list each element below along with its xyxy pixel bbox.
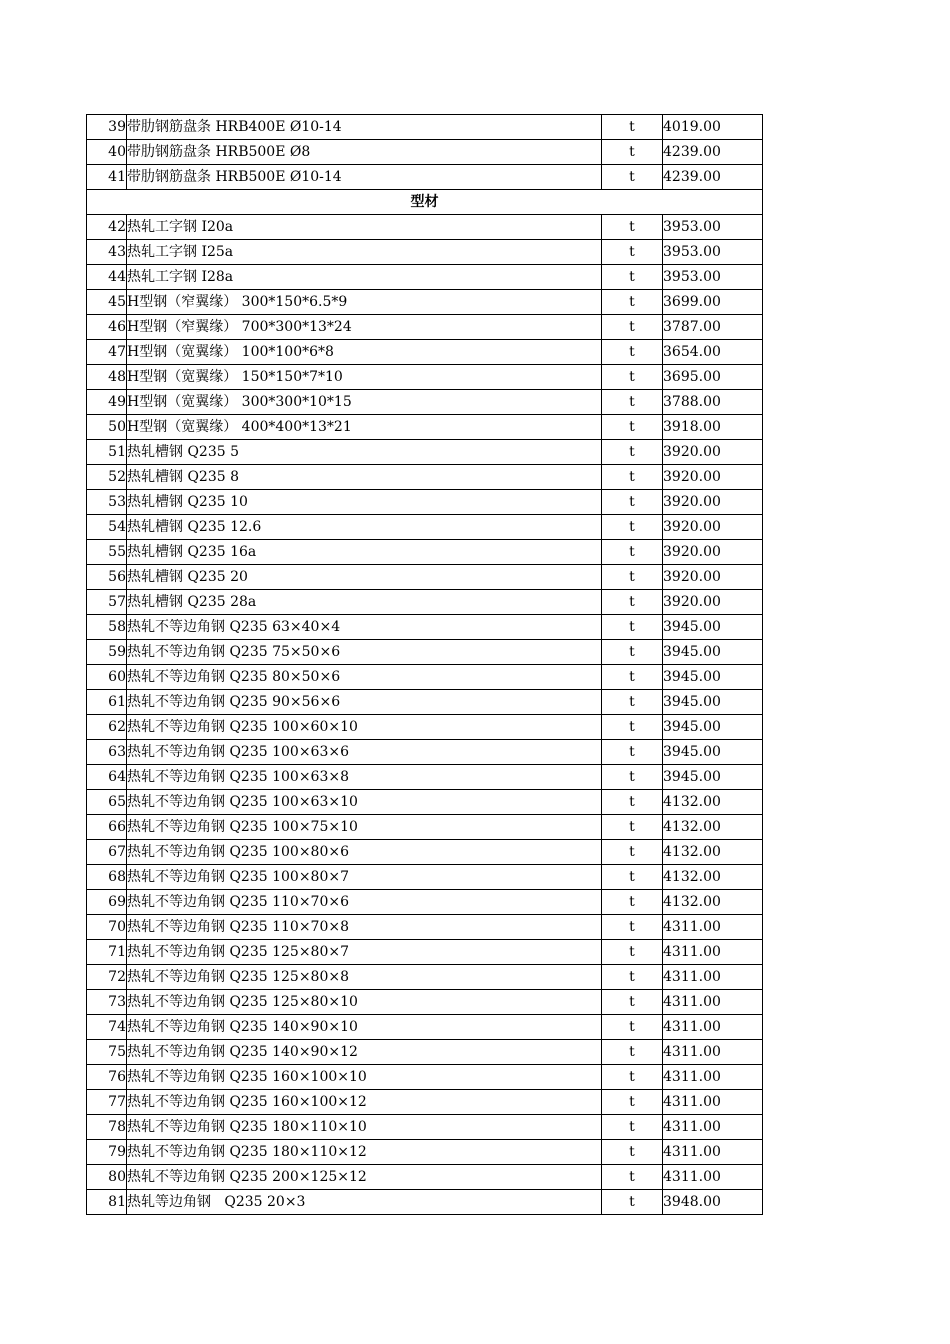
item-name: 热轧不等边角钢 Q235 140×90×10 bbox=[127, 1015, 602, 1040]
item-unit: t bbox=[602, 215, 663, 240]
item-unit: t bbox=[602, 440, 663, 465]
row-number: 45 bbox=[87, 290, 127, 315]
item-unit: t bbox=[602, 1015, 663, 1040]
row-number: 57 bbox=[87, 590, 127, 615]
rows-after-section bbox=[87, 215, 763, 1215]
item-unit: t bbox=[602, 1190, 663, 1215]
item-unit: t bbox=[602, 140, 663, 165]
item-unit: t bbox=[602, 1040, 663, 1065]
item-price: 3699.00 bbox=[663, 290, 763, 315]
item-price: 4311.00 bbox=[663, 1040, 763, 1065]
item-price: 4311.00 bbox=[663, 965, 763, 990]
item-name: 热轧不等边角钢 Q235 90×56×6 bbox=[127, 690, 602, 715]
item-name: 热轧等边角钢 Q235 20×3 bbox=[127, 1190, 602, 1215]
table-row bbox=[87, 1115, 763, 1140]
table-row bbox=[87, 565, 763, 590]
item-unit: t bbox=[602, 1140, 663, 1165]
table-row bbox=[87, 515, 763, 540]
item-name: 热轧不等边角钢 Q235 200×125×12 bbox=[127, 1165, 602, 1190]
item-name: 热轧不等边角钢 Q235 180×110×12 bbox=[127, 1140, 602, 1165]
row-number: 61 bbox=[87, 690, 127, 715]
item-name: 热轧槽钢 Q235 5 bbox=[127, 440, 602, 465]
item-price: 4311.00 bbox=[663, 915, 763, 940]
item-unit: t bbox=[602, 1115, 663, 1140]
item-price: 4311.00 bbox=[663, 990, 763, 1015]
row-number: 78 bbox=[87, 1115, 127, 1140]
item-unit: t bbox=[602, 1165, 663, 1190]
item-price: 3948.00 bbox=[663, 1190, 763, 1215]
item-unit: t bbox=[602, 540, 663, 565]
item-unit: t bbox=[602, 365, 663, 390]
item-unit: t bbox=[602, 965, 663, 990]
item-unit: t bbox=[602, 765, 663, 790]
table-row bbox=[87, 990, 763, 1015]
row-number: 48 bbox=[87, 365, 127, 390]
row-number: 42 bbox=[87, 215, 127, 240]
table-row bbox=[87, 790, 763, 815]
rows-before-section bbox=[87, 115, 763, 190]
table-row bbox=[87, 1140, 763, 1165]
table-row bbox=[87, 215, 763, 240]
row-number: 62 bbox=[87, 715, 127, 740]
item-price: 4311.00 bbox=[663, 1015, 763, 1040]
item-price: 4311.00 bbox=[663, 940, 763, 965]
item-unit: t bbox=[602, 565, 663, 590]
row-number: 58 bbox=[87, 615, 127, 640]
item-price: 3787.00 bbox=[663, 315, 763, 340]
item-name: 热轧不等边角钢 Q235 125×80×8 bbox=[127, 965, 602, 990]
row-number: 40 bbox=[87, 140, 127, 165]
price-table bbox=[86, 114, 763, 1215]
item-unit: t bbox=[602, 615, 663, 640]
item-name: 热轧不等边角钢 Q235 110×70×6 bbox=[127, 890, 602, 915]
item-name: 带肋钢筋盘条 HRB400E Ø10-14 bbox=[127, 115, 602, 140]
row-number: 79 bbox=[87, 1140, 127, 1165]
item-price: 3788.00 bbox=[663, 390, 763, 415]
item-name: H型钢（窄翼缘） 700*300*13*24 bbox=[127, 315, 602, 340]
item-unit: t bbox=[602, 415, 663, 440]
section-header-row bbox=[87, 190, 763, 215]
item-price: 3945.00 bbox=[663, 765, 763, 790]
item-price: 3920.00 bbox=[663, 540, 763, 565]
section-title: 型材 bbox=[87, 190, 763, 215]
item-unit: t bbox=[602, 915, 663, 940]
item-price: 3945.00 bbox=[663, 740, 763, 765]
table-row bbox=[87, 440, 763, 465]
row-number: 49 bbox=[87, 390, 127, 415]
item-name: 热轧槽钢 Q235 28a bbox=[127, 590, 602, 615]
row-number: 53 bbox=[87, 490, 127, 515]
table-row bbox=[87, 665, 763, 690]
item-name: 热轧槽钢 Q235 12.6 bbox=[127, 515, 602, 540]
item-name: 热轧槽钢 Q235 8 bbox=[127, 465, 602, 490]
table-row bbox=[87, 715, 763, 740]
item-unit: t bbox=[602, 115, 663, 140]
item-price: 3920.00 bbox=[663, 440, 763, 465]
row-number: 72 bbox=[87, 965, 127, 990]
item-price: 3953.00 bbox=[663, 240, 763, 265]
item-name: 热轧工字钢 I20a bbox=[127, 215, 602, 240]
item-unit: t bbox=[602, 390, 663, 415]
item-unit: t bbox=[602, 990, 663, 1015]
item-unit: t bbox=[602, 665, 663, 690]
item-name: 热轧不等边角钢 Q235 100×63×6 bbox=[127, 740, 602, 765]
item-unit: t bbox=[602, 890, 663, 915]
item-price: 3953.00 bbox=[663, 215, 763, 240]
table-row bbox=[87, 740, 763, 765]
table-row bbox=[87, 415, 763, 440]
item-unit: t bbox=[602, 490, 663, 515]
item-name: 热轧槽钢 Q235 16a bbox=[127, 540, 602, 565]
table-row bbox=[87, 315, 763, 340]
table-row bbox=[87, 390, 763, 415]
item-name: 热轧不等边角钢 Q235 75×50×6 bbox=[127, 640, 602, 665]
item-unit: t bbox=[602, 240, 663, 265]
item-name: 热轧槽钢 Q235 10 bbox=[127, 490, 602, 515]
row-number: 39 bbox=[87, 115, 127, 140]
row-number: 43 bbox=[87, 240, 127, 265]
row-number: 67 bbox=[87, 840, 127, 865]
row-number: 63 bbox=[87, 740, 127, 765]
table-row bbox=[87, 490, 763, 515]
table-row bbox=[87, 1015, 763, 1040]
table-row bbox=[87, 940, 763, 965]
item-price: 3945.00 bbox=[663, 690, 763, 715]
row-number: 69 bbox=[87, 890, 127, 915]
item-unit: t bbox=[602, 290, 663, 315]
row-number: 46 bbox=[87, 315, 127, 340]
table-row bbox=[87, 915, 763, 940]
item-unit: t bbox=[602, 790, 663, 815]
table-row bbox=[87, 540, 763, 565]
table-row bbox=[87, 865, 763, 890]
row-number: 77 bbox=[87, 1090, 127, 1115]
table-row bbox=[87, 1165, 763, 1190]
item-price: 4132.00 bbox=[663, 865, 763, 890]
item-name: 热轧不等边角钢 Q235 100×63×10 bbox=[127, 790, 602, 815]
row-number: 47 bbox=[87, 340, 127, 365]
table-row bbox=[87, 815, 763, 840]
table-row bbox=[87, 1040, 763, 1065]
row-number: 59 bbox=[87, 640, 127, 665]
item-price: 3945.00 bbox=[663, 615, 763, 640]
row-number: 68 bbox=[87, 865, 127, 890]
item-unit: t bbox=[602, 1065, 663, 1090]
item-name: H型钢（宽翼缘） 150*150*7*10 bbox=[127, 365, 602, 390]
item-unit: t bbox=[602, 640, 663, 665]
row-number: 66 bbox=[87, 815, 127, 840]
item-name: H型钢（宽翼缘） 100*100*6*8 bbox=[127, 340, 602, 365]
row-number: 55 bbox=[87, 540, 127, 565]
row-number: 44 bbox=[87, 265, 127, 290]
item-price: 3918.00 bbox=[663, 415, 763, 440]
item-name: H型钢（窄翼缘） 300*150*6.5*9 bbox=[127, 290, 602, 315]
item-price: 4132.00 bbox=[663, 890, 763, 915]
item-price: 4311.00 bbox=[663, 1090, 763, 1115]
item-price: 3945.00 bbox=[663, 640, 763, 665]
row-number: 76 bbox=[87, 1065, 127, 1090]
table-row bbox=[87, 765, 763, 790]
item-name: 热轧不等边角钢 Q235 180×110×10 bbox=[127, 1115, 602, 1140]
item-price: 3654.00 bbox=[663, 340, 763, 365]
item-price: 4132.00 bbox=[663, 790, 763, 815]
item-price: 3945.00 bbox=[663, 665, 763, 690]
item-price: 4132.00 bbox=[663, 815, 763, 840]
table-row bbox=[87, 140, 763, 165]
item-price: 3953.00 bbox=[663, 265, 763, 290]
item-name: 热轧不等边角钢 Q235 125×80×7 bbox=[127, 940, 602, 965]
item-name: 带肋钢筋盘条 HRB500E Ø10-14 bbox=[127, 165, 602, 190]
row-number: 75 bbox=[87, 1040, 127, 1065]
item-name: 热轧不等边角钢 Q235 80×50×6 bbox=[127, 665, 602, 690]
table-row bbox=[87, 890, 763, 915]
item-name: 热轧槽钢 Q235 20 bbox=[127, 565, 602, 590]
item-unit: t bbox=[602, 740, 663, 765]
item-unit: t bbox=[602, 840, 663, 865]
item-unit: t bbox=[602, 340, 663, 365]
item-unit: t bbox=[602, 590, 663, 615]
item-unit: t bbox=[602, 265, 663, 290]
table-row bbox=[87, 690, 763, 715]
item-price: 4239.00 bbox=[663, 140, 763, 165]
item-price: 4311.00 bbox=[663, 1115, 763, 1140]
table-row bbox=[87, 840, 763, 865]
table-row bbox=[87, 265, 763, 290]
table-row bbox=[87, 465, 763, 490]
row-number: 81 bbox=[87, 1190, 127, 1215]
item-unit: t bbox=[602, 315, 663, 340]
item-name: H型钢（宽翼缘） 400*400*13*21 bbox=[127, 415, 602, 440]
item-price: 4239.00 bbox=[663, 165, 763, 190]
row-number: 52 bbox=[87, 465, 127, 490]
item-price: 3920.00 bbox=[663, 515, 763, 540]
item-name: 热轧不等边角钢 Q235 125×80×10 bbox=[127, 990, 602, 1015]
item-unit: t bbox=[602, 165, 663, 190]
item-price: 4311.00 bbox=[663, 1065, 763, 1090]
table-row bbox=[87, 115, 763, 140]
item-unit: t bbox=[602, 865, 663, 890]
table-row bbox=[87, 965, 763, 990]
table-row bbox=[87, 1090, 763, 1115]
row-number: 70 bbox=[87, 915, 127, 940]
item-name: 热轧不等边角钢 Q235 160×100×10 bbox=[127, 1065, 602, 1090]
row-number: 80 bbox=[87, 1165, 127, 1190]
item-name: 热轧工字钢 I28a bbox=[127, 265, 602, 290]
row-number: 74 bbox=[87, 1015, 127, 1040]
row-number: 54 bbox=[87, 515, 127, 540]
item-name: 热轧不等边角钢 Q235 140×90×12 bbox=[127, 1040, 602, 1065]
item-price: 3920.00 bbox=[663, 565, 763, 590]
row-number: 56 bbox=[87, 565, 127, 590]
item-name: 热轧不等边角钢 Q235 100×80×6 bbox=[127, 840, 602, 865]
item-name: 热轧工字钢 I25a bbox=[127, 240, 602, 265]
item-price: 3920.00 bbox=[663, 465, 763, 490]
item-name: 热轧不等边角钢 Q235 100×75×10 bbox=[127, 815, 602, 840]
item-price: 3695.00 bbox=[663, 365, 763, 390]
table-row bbox=[87, 240, 763, 265]
item-price: 4311.00 bbox=[663, 1165, 763, 1190]
item-name: 热轧不等边角钢 Q235 100×80×7 bbox=[127, 865, 602, 890]
section-header-group bbox=[87, 190, 763, 215]
item-name: 热轧不等边角钢 Q235 110×70×8 bbox=[127, 915, 602, 940]
item-price: 4132.00 bbox=[663, 840, 763, 865]
table-row bbox=[87, 1190, 763, 1215]
row-number: 64 bbox=[87, 765, 127, 790]
item-price: 4311.00 bbox=[663, 1140, 763, 1165]
table-row bbox=[87, 165, 763, 190]
row-number: 50 bbox=[87, 415, 127, 440]
table-row bbox=[87, 1065, 763, 1090]
item-unit: t bbox=[602, 465, 663, 490]
item-name: 热轧不等边角钢 Q235 63×40×4 bbox=[127, 615, 602, 640]
table-row bbox=[87, 290, 763, 315]
item-price: 3920.00 bbox=[663, 590, 763, 615]
item-unit: t bbox=[602, 1090, 663, 1115]
table-row bbox=[87, 590, 763, 615]
item-unit: t bbox=[602, 815, 663, 840]
item-unit: t bbox=[602, 715, 663, 740]
table-row bbox=[87, 640, 763, 665]
item-name: 热轧不等边角钢 Q235 100×60×10 bbox=[127, 715, 602, 740]
item-unit: t bbox=[602, 690, 663, 715]
row-number: 60 bbox=[87, 665, 127, 690]
row-number: 51 bbox=[87, 440, 127, 465]
table-row bbox=[87, 615, 763, 640]
table-row bbox=[87, 340, 763, 365]
item-unit: t bbox=[602, 940, 663, 965]
row-number: 73 bbox=[87, 990, 127, 1015]
row-number: 41 bbox=[87, 165, 127, 190]
table-row bbox=[87, 365, 763, 390]
item-name: 热轧不等边角钢 Q235 160×100×12 bbox=[127, 1090, 602, 1115]
item-name: 带肋钢筋盘条 HRB500E Ø8 bbox=[127, 140, 602, 165]
row-number: 65 bbox=[87, 790, 127, 815]
item-price: 3920.00 bbox=[663, 490, 763, 515]
item-price: 4019.00 bbox=[663, 115, 763, 140]
item-name: H型钢（宽翼缘） 300*300*10*15 bbox=[127, 390, 602, 415]
row-number: 71 bbox=[87, 940, 127, 965]
item-unit: t bbox=[602, 515, 663, 540]
item-price: 3945.00 bbox=[663, 715, 763, 740]
item-name: 热轧不等边角钢 Q235 100×63×8 bbox=[127, 765, 602, 790]
